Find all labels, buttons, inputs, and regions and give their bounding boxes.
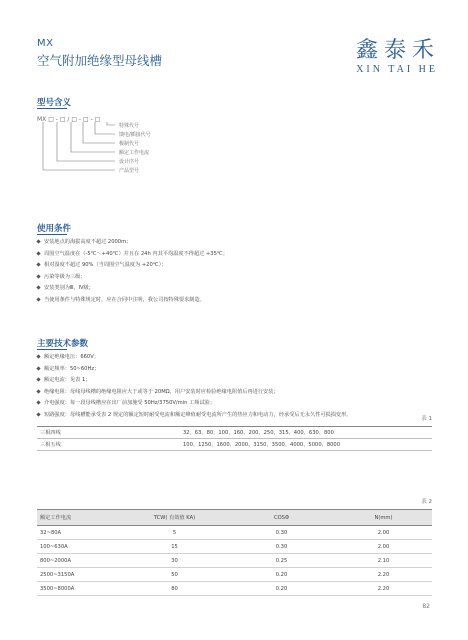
table-header: COSΦ <box>228 510 335 526</box>
legend-item: 极制代号 <box>119 141 140 147</box>
model-code-diagram <box>37 112 167 182</box>
table-row <box>37 526 432 540</box>
brand-logo-en: XIN TAI HE <box>356 64 438 75</box>
list-item: 短路强度：母线槽能承受表 2 规定的额定短时耐受电流和额定峰值耐受电流所产生的热应力和电动力，经承受后无永久性可损损变形。 <box>37 410 351 422</box>
bullet-icon <box>36 239 40 243</box>
table-cell: 100、1250、1600、2000、3150、3500、4000、5000、8000 <box>180 439 432 451</box>
table-row <box>37 568 432 582</box>
table-cell: 2.00 <box>335 526 432 540</box>
table-2 <box>37 509 432 596</box>
table-2-label: 表 2 <box>421 499 432 505</box>
table-cell: 0.30 <box>228 526 335 540</box>
bullet-icon <box>36 251 40 255</box>
table-row <box>37 582 432 596</box>
table-cell: 2.20 <box>335 568 432 582</box>
page-title: 空气附加绝缘型母线槽 <box>37 53 163 68</box>
list-item: 额定绝缘电压：660V； <box>37 352 351 364</box>
table-cell: 5 <box>121 526 228 540</box>
table-cell: 2500~3150A <box>37 568 121 582</box>
table-cell: 800~2000A <box>37 554 121 568</box>
table-header: 额定工作电流 <box>37 510 121 526</box>
list-item: 安装类别为Ⅲ、Ⅳ级； <box>37 283 228 295</box>
tech-params-list <box>37 352 351 422</box>
bullet-icon <box>36 286 40 290</box>
model-code: MX <box>37 38 54 49</box>
table-cell: 3500~8000A <box>37 582 121 596</box>
list-item: 介电强度：每一段母线槽应在出厂前加施受 50Hz/3750V/min 工频试验； <box>37 398 351 410</box>
bullet-icon <box>36 389 40 393</box>
section-heading-tech-params: 主要技术参数 <box>37 339 89 349</box>
list-item: 当使用条件与特殊规定时，应在合同中注明，我公司按特殊要求制造。 <box>37 295 228 307</box>
section-heading-conditions: 使用条件 <box>37 224 72 234</box>
table-row <box>37 439 432 451</box>
legend-item: 馈电/插接代号 <box>119 132 151 138</box>
list-item: 污染等级为三级； <box>37 272 228 284</box>
table-cell: 32~80A <box>37 526 121 540</box>
section-heading-model-meaning: 型号含义 <box>37 98 72 108</box>
section-underline <box>37 349 67 350</box>
table-header: N(mm) <box>335 510 432 526</box>
model-code-pattern: MX □ - □ / □ - □ - □ <box>37 116 101 123</box>
table-cell: 30 <box>121 554 228 568</box>
page-number: 82 <box>422 603 430 610</box>
table-cell: 2.10 <box>335 554 432 568</box>
table-header: TCW( 有效值 KA) <box>121 510 228 526</box>
brand-logo-cn: 鑫泰禾 <box>355 38 440 63</box>
legend-item: 产品型号 <box>119 168 140 174</box>
table-header-row <box>37 510 432 526</box>
table-1-label: 表 1 <box>421 416 432 422</box>
list-item: 相对湿度不超过 90%（当周围空气温度为 +20℃）； <box>37 260 228 272</box>
table-cell: 0.30 <box>228 540 335 554</box>
list-item: 周围空气温度在（-5℃～+40℃）并且在 24h 内其平均温度不得超过 +35℃； <box>37 249 228 261</box>
table-cell: 三相五线 <box>37 439 180 451</box>
legend-item: 额定工作电流 <box>119 150 150 156</box>
table-cell: 100~630A <box>37 540 121 554</box>
list-item: 绝缘电阻：母线母线槽的绝缘电阻应大于或等于 20MΩ，用户安装时应检验绝缘电阻值后再进行安装； <box>37 387 351 399</box>
list-item: 安装地点的海拔高度不超过 2000m； <box>37 237 228 249</box>
table-cell: 80 <box>121 582 228 596</box>
table-row <box>37 554 432 568</box>
table-cell: 15 <box>121 540 228 554</box>
table-cell: 2.00 <box>335 540 432 554</box>
table-1 <box>37 426 432 451</box>
bullet-icon <box>36 354 40 358</box>
table-cell: 0.25 <box>228 554 335 568</box>
list-item: 额定电流：见表 1； <box>37 375 351 387</box>
bullet-icon <box>36 401 40 405</box>
list-item: 额定频率：50~60Hz； <box>37 364 351 376</box>
table-cell: 0.20 <box>228 568 335 582</box>
bullet-icon <box>36 412 40 416</box>
legend-item: 特殊代号 <box>119 123 140 129</box>
table-cell: 50 <box>121 568 228 582</box>
bullet-icon <box>36 263 40 267</box>
conditions-list <box>37 237 228 307</box>
legend-item: 设计序号 <box>119 159 140 165</box>
table-cell: 2.20 <box>335 582 432 596</box>
table-row <box>37 427 432 439</box>
table-cell: 32、63、80、100、160、200、250、315、400、630、800 <box>180 427 432 439</box>
bullet-icon <box>36 274 40 278</box>
section-underline <box>37 234 67 235</box>
section-underline <box>37 108 67 109</box>
bullet-icon <box>36 297 40 301</box>
bullet-icon <box>36 366 40 370</box>
table-cell: 0.20 <box>228 582 335 596</box>
bullet-icon <box>36 378 40 382</box>
table-row <box>37 540 432 554</box>
table-cell: 三相四线 <box>37 427 180 439</box>
